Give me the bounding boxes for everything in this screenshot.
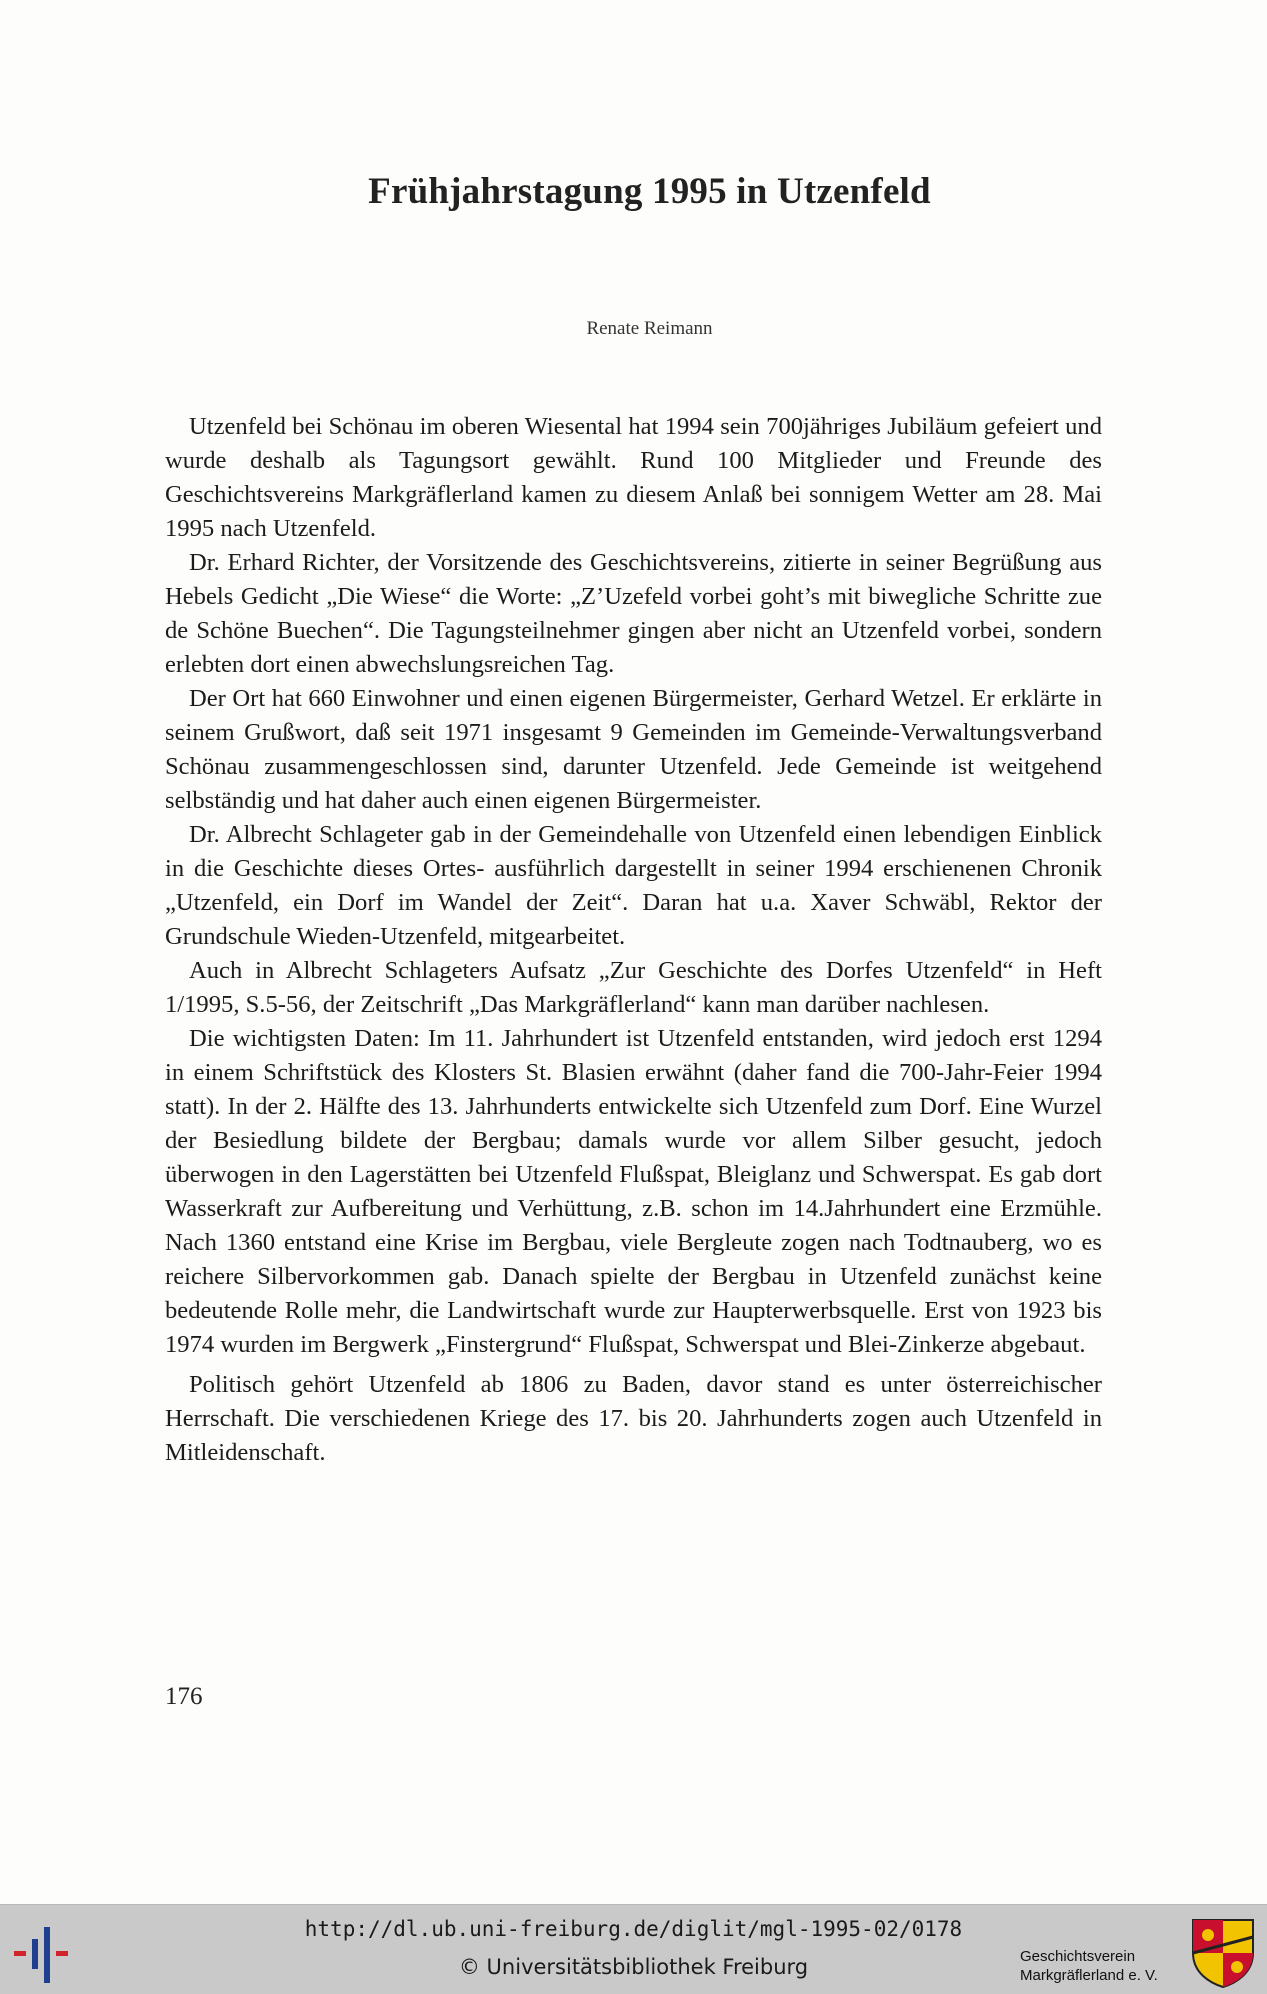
paragraph: Dr. Albrecht Schlageter gab in der Gemeindehalle von Utzenfeld einen lebendigen Einblick in die Geschichte dieses Ortes- ausführlich dargestellt in seiner 1994 erschienenen Chronik „Utzenfeld, ein Dorf im Wandel der Zeit“. Daran hat u.a. Xaver Schwäbl, Rektor der Grundschule Wieden-Utzenfeld, mitgearbeitet.	[165, 821, 1102, 950]
footer-copyright: © Universitätsbibliothek Freiburg	[458, 1955, 809, 1979]
article-body	[165, 410, 1102, 1470]
footer-url-link[interactable]: http://dl.ub.uni-freiburg.de/diglit/mgl-1995-02/0178	[304, 1917, 963, 1941]
footer-bar	[0, 1904, 1267, 1994]
org-name-line2: Markgräflerland e. V.	[1020, 1967, 1158, 1984]
page-number: 176	[165, 1683, 203, 1710]
paragraph: Die wichtigsten Daten: Im 11. Jahrhundert ist Utzenfeld entstanden, wird jedoch erst 1294 in einem Schriftstück des Klosters St. Blasien erwähnt (daher fand die 700-Jahr-Feier 1994 statt). In der 2. Hälfte des 13. Jahrhunderts entwickelte sich Utzenfeld zum Dorf. Eine Wurzel der Besiedlung bildete der Bergbau; damals wurde vor allem Silber gesucht, jedoch überwogen in den Lagerstätten bei Utzenfeld Flußspat, Bleiglanz und Schwerspat. Es gab dort Wasserkraft zur Aufbereitung und Verhüttung, z.B. schon im 14.Jahrhundert eine Erzmühle. Nach 1360 entstand eine Krise im Bergbau, viele Bergleute zogen nach Todtnauberg, wo es reichere Silbervorkommen gab. Danach spielte der Bergbau in Utzenfeld zunächst keine bedeutende Rolle mehr, die Landwirtschaft wurde zur Haupterwerbsquelle. Erst von 1923 bis 1974 wurden im Bergwerk „Finstergrund“ Flußspat, Schwerspat und Blei-Zinkerze abgebaut.	[165, 1025, 1102, 1358]
paragraph: Der Ort hat 660 Einwohner und einen eigenen Bürgermeister, Gerhard Wetzel. Er erklärte in seinem Grußwort, daß seit 1971 insgesamt 9 Gemeinden im Gemeinde-Verwaltungsverband Schönau zusammengeschlossen sind, darunter Utzenfeld. Jede Gemeinde ist weitgehend selbständig und hat daher auch einen eigenen Bürgermeister.	[165, 685, 1102, 814]
org-name-line1: Geschichtsverein	[1020, 1948, 1136, 1965]
coat-of-arms-icon	[1190, 1917, 1256, 1989]
paragraph: Dr. Erhard Richter, der Vorsitzende des Geschichtsvereins, zitierte in seiner Begrüßung aus Hebels Gedicht „Die Wiese“ die Worte: „Z’Uzefeld vorbei goht’s mit biwegliche Schritte zue de Schöne Buechen“. Die Tagungsteilnehmer gingen aber nicht an Utzenfeld vorbei, sondern erlebten dort einen abwechslungsreichen Tag.	[165, 549, 1102, 678]
footer-organization	[1020, 1947, 1190, 1985]
paragraph: Utzenfeld bei Schönau im oberen Wiesental hat 1994 sein 700jähriges Jubiläum gefeiert und wurde deshalb als Tagungsort gewählt. Rund 100 Mitglieder und Freunde des Geschichtsvereins Markgräflerland kamen zu diesem Anlaß bei sonnigem Wetter am 28. Mai 1995 nach Utzenfeld.	[165, 413, 1102, 542]
article-title: Frühjahrstagung 1995 in Utzenfeld	[368, 171, 931, 212]
paragraph: Politisch gehört Utzenfeld ab 1806 zu Baden, davor stand es unter österreichischer Herrschaft. Die verschiedenen Kriege des 17. bis 20. Jahrhunderts zogen auch Utzenfeld in Mitleidenschaft.	[165, 1371, 1102, 1466]
article-author: Renate Reimann	[586, 318, 713, 339]
paragraph: Auch in Albrecht Schlageters Aufsatz „Zur Geschichte des Dorfes Utzenfeld“ in Heft 1/1995, S.5-56, der Zeitschrift „Das Markgräflerland“ kann man darüber nachlesen.	[165, 957, 1102, 1018]
